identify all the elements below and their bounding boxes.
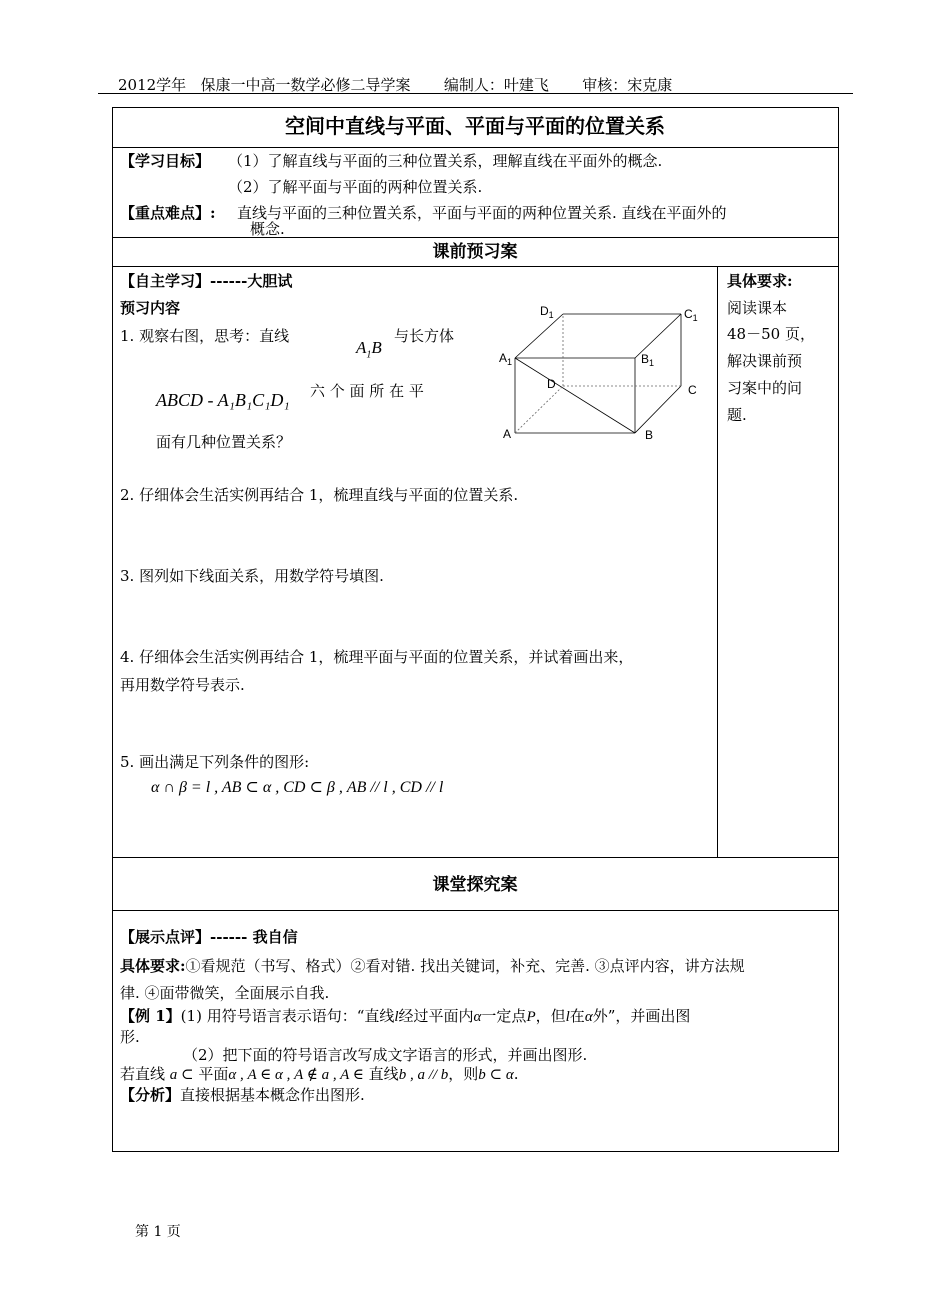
cuboid-figure — [495, 300, 710, 445]
example-1-line-4 — [120, 1064, 519, 1085]
example-1-text-f: 外”，并画出图 — [592, 1007, 691, 1025]
keypoints-line-2: 概念. — [250, 220, 285, 238]
example-1-math-4: b ⊂ α — [478, 1067, 514, 1083]
classroom-requirements-line-1 — [120, 956, 745, 976]
hidden-edge-a-d — [515, 386, 563, 433]
example-1-text-j: ，则 — [448, 1065, 479, 1083]
objectives-label: 【学习目标】 — [120, 152, 211, 170]
analysis-line — [120, 1085, 365, 1105]
example-1-symbol-alpha: α — [473, 1009, 482, 1025]
keypoints-label: 【重点难点】: — [120, 204, 216, 222]
example-1-label: 【例 1】 — [120, 1007, 181, 1025]
question-1-line-a — [356, 338, 382, 365]
page-header: 2012学年 保康一中高一数学必修二导学案 编制人：叶建飞 审核：宋克康 — [118, 76, 673, 94]
question-3: 3. 图列如下线面关系，用数学符号填图. — [120, 567, 384, 585]
edge-b-c — [635, 386, 681, 433]
example-1-text-i: 直线 — [368, 1065, 399, 1083]
example-1-line-2: 形. — [120, 1028, 140, 1046]
example-1-part-2: （2）把下面的符号语言改写成文字语言的形式，并画出图形. — [183, 1046, 588, 1064]
self-study-label: 【自主学习】------大胆试 — [120, 272, 293, 290]
preview-section-title: 课前预习案 — [432, 242, 518, 262]
requirements-line-3: 解决课前预 — [727, 352, 803, 370]
question-1-point-b: B — [371, 338, 382, 357]
vertex-label-c: C — [688, 383, 697, 397]
question-1-subscript: 1 — [366, 349, 372, 361]
question-4-line-2: 再用数学符号表示. — [120, 676, 245, 694]
question-4-line-1: 4. 仔细体会生活实例再结合 1，梳理平面与平面的位置关系，并试着画出来， — [120, 648, 634, 666]
example-1-text-g: 若直线 — [120, 1065, 166, 1083]
question-1-point-a: A — [356, 338, 367, 357]
example-1-text-k: . — [513, 1065, 519, 1083]
classroom-requirements-text: ①看规范（书写、格式）②看对错. 找出关键词，补充、完善. ③点评内容，讲方法规 — [185, 957, 745, 975]
question-5-conditions: α ∩ β = l , AB ⊂ α , CD ⊂ β , AB // l , CD // l — [151, 779, 444, 796]
example-1-text-c: 一定点 — [481, 1007, 527, 1025]
example-1-text-a: (1) 用符号语言表示语句：“直线 — [180, 1007, 395, 1025]
vertex-label-b1: $B_1$ — [641, 352, 655, 368]
requirements-line-4: 习案中的问 — [727, 379, 803, 397]
example-1-symbol-p: P — [526, 1009, 536, 1025]
example-1-text-e: 在 — [569, 1007, 585, 1025]
vertex-label-d: D — [547, 377, 556, 391]
page-number: 第 1 页 — [135, 1224, 181, 1240]
question-1-text: 1. 观察右图，思考：直线 — [120, 327, 290, 345]
example-1-line-1 — [120, 1006, 690, 1027]
vertex-label-b: B — [645, 428, 654, 442]
requirements-label: 具体要求: — [727, 272, 793, 290]
classroom-requirements-label: 具体要求: — [120, 957, 186, 975]
vertex-label-a1: $A_1$ — [499, 351, 513, 367]
analysis-label: 【分析】 — [120, 1086, 181, 1104]
question-5: 5. 画出满足下列条件的图形: — [120, 753, 310, 771]
requirements-line-1: 阅读课本 — [727, 299, 788, 317]
vertex-label-c1: $C_1$ — [684, 307, 698, 323]
example-1-text-b: 经过平面内 — [398, 1007, 474, 1025]
example-1-text-d: ，但 — [535, 1007, 566, 1025]
example-1-math-1: a ⊂ — [169, 1067, 194, 1083]
question-1-cuboid-name: ABCD - A₁B₁C₁D₁ — [156, 390, 290, 410]
header-rule — [98, 93, 853, 94]
example-1-symbol-l: l — [394, 1009, 399, 1025]
line-a1-b — [515, 358, 635, 433]
example-1-math-2: α , A ∈ α , A ∉ a , A ∈ — [228, 1067, 364, 1083]
requirements-line-5: 题. — [727, 406, 747, 424]
edge-a1-d1 — [515, 314, 563, 358]
example-1-math-3: b , a // b — [398, 1067, 449, 1083]
objective-2: （2）了解平面与平面的两种位置关系. — [228, 178, 483, 196]
question-2: 2. 仔细体会生活实例再结合 1，梳理直线与平面的位置关系. — [120, 486, 519, 504]
page-title: 空间中直线与平面、平面与平面的位置关系 — [285, 114, 665, 138]
preview-content-label: 预习内容 — [120, 299, 181, 317]
requirements-line-2: 48－50 页， — [727, 325, 815, 343]
keypoints-line-1: 直线与平面的三种位置关系，平面与平面的两种位置关系. 直线在平面外的 — [237, 204, 727, 222]
vertex-label-a: A — [503, 427, 512, 441]
show-review-label: 【展示点评】------ 我自信 — [120, 928, 298, 946]
example-1-text-h: 平面 — [198, 1065, 229, 1083]
objective-1: （1）了解直线与平面的三种位置关系，理解直线在平面外的概念. — [228, 152, 663, 170]
question-1-cuboid-text: 与长方体 — [394, 327, 455, 345]
classroom-requirements-line-2: 律. ④面带微笑，全面展示自我. — [120, 984, 330, 1002]
example-1-symbol-alpha-2: α — [584, 1009, 593, 1025]
question-1-question: 面有几种位置关系？ — [156, 433, 292, 451]
classroom-section-title: 课堂探究案 — [432, 875, 518, 895]
analysis-text: 直接根据基本概念作出图形. — [180, 1086, 365, 1104]
question-1-faces-text: 六 个 面 所 在 平 — [310, 382, 424, 400]
vertex-label-d1: $D_1$ — [540, 304, 554, 320]
example-1-symbol-l-2: l — [565, 1009, 570, 1025]
